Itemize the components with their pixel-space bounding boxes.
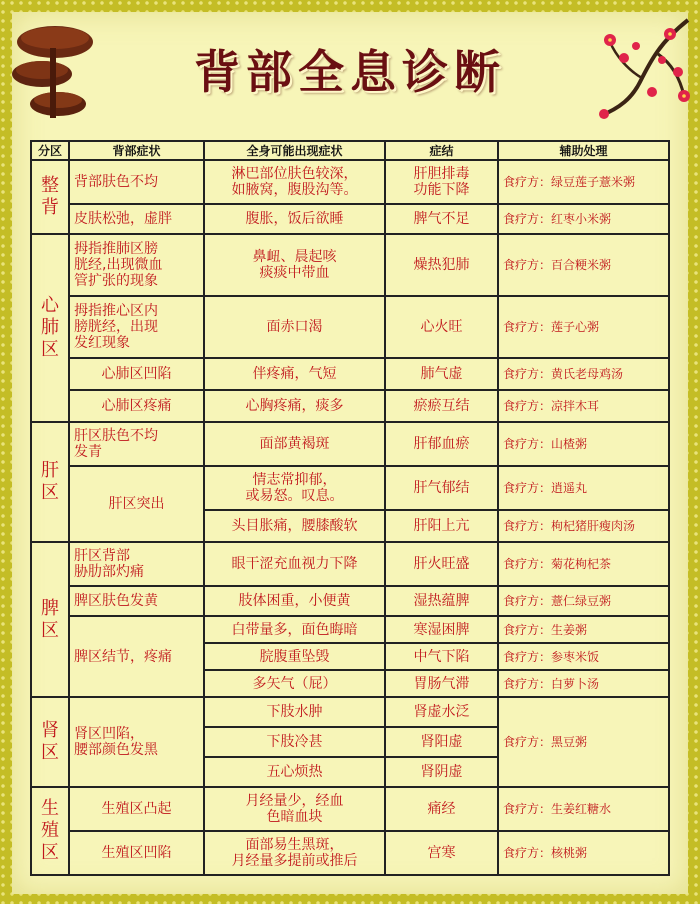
body-symptom-cell: 多矢气（屁） <box>204 670 385 697</box>
table-row <box>31 296 669 358</box>
zone-cell: 整 背 <box>31 160 69 234</box>
aux-cell: 食疗方：逍遥丸 <box>498 466 669 510</box>
table-row <box>31 466 669 510</box>
aux-cell: 食疗方：生姜红糖水 <box>498 787 669 831</box>
aux-cell: 食疗方：核桃粥 <box>498 831 669 875</box>
aux-cell: 食疗方：山楂粥 <box>498 422 669 466</box>
diagnosis-table <box>30 140 670 876</box>
body-symptom-cell: 下肢冷甚 <box>204 727 385 757</box>
body-symptom-cell: 月经量少，经血 色暗血块 <box>204 787 385 831</box>
aux-cell: 食疗方：枸杞猪肝瘦肉汤 <box>498 510 669 542</box>
cause-cell: 痛经 <box>385 787 498 831</box>
cause-cell: 肝火旺盛 <box>385 542 498 586</box>
aux-cell: 食疗方：生姜粥 <box>498 616 669 643</box>
table-row <box>31 542 669 586</box>
header-cause: 症结 <box>385 141 498 160</box>
body-symptom-cell: 白带量多，面色晦暗 <box>204 616 385 643</box>
aux-cell: 食疗方：百合粳米粥 <box>498 234 669 296</box>
table-row <box>31 390 669 422</box>
back-symptom-cell: 生殖区凸起 <box>69 787 204 831</box>
zone-cell: 脾 区 <box>31 542 69 697</box>
aux-cell: 食疗方：红枣小米粥 <box>498 204 669 234</box>
aux-cell: 食疗方：菊花枸杞茶 <box>498 542 669 586</box>
zone-cell: 肝 区 <box>31 422 69 542</box>
cause-cell: 寒湿困脾 <box>385 616 498 643</box>
body-symptom-cell: 面赤口渴 <box>204 296 385 358</box>
back-symptom-cell: 心肺区凹陷 <box>69 358 204 390</box>
table-header-row <box>31 141 669 160</box>
header-body-symptom: 全身可能出现症状 <box>204 141 385 160</box>
body-symptom-cell: 下肢水肿 <box>204 697 385 727</box>
body-symptom-cell: 眼干涩充血视力下降 <box>204 542 385 586</box>
back-symptom-cell: 生殖区凹陷 <box>69 831 204 875</box>
cause-cell: 瘀瘀互结 <box>385 390 498 422</box>
page-title: 背部全息诊断 <box>194 45 506 99</box>
aux-cell: 食疗方：薏仁绿豆粥 <box>498 586 669 616</box>
cause-cell: 肝阳上亢 <box>385 510 498 542</box>
table-row <box>31 831 669 875</box>
back-symptom-cell: 皮肤松弛，虚胖 <box>69 204 204 234</box>
zone-cell: 肾 区 <box>31 697 69 787</box>
cause-cell: 脾气不足 <box>385 204 498 234</box>
header-zone: 分区 <box>31 141 69 160</box>
cause-cell: 肾阴虚 <box>385 757 498 787</box>
table-row <box>31 697 669 727</box>
cause-cell: 胃肠气滞 <box>385 670 498 697</box>
back-symptom-cell: 肝区肤色不均 发青 <box>69 422 204 466</box>
back-symptom-cell: 脾区肤色发黄 <box>69 586 204 616</box>
zone-cell: 心 肺 区 <box>31 234 69 422</box>
cause-cell: 肝郁血瘀 <box>385 422 498 466</box>
table-row <box>31 234 669 296</box>
body-symptom-cell: 心胸疼痛，痰多 <box>204 390 385 422</box>
table-row <box>31 586 669 616</box>
back-symptom-cell: 脾区结节，疼痛 <box>69 616 204 697</box>
body-symptom-cell: 脘腹重坠毁 <box>204 643 385 670</box>
cause-cell: 心火旺 <box>385 296 498 358</box>
zone-cell: 生 殖 区 <box>31 787 69 875</box>
back-symptom-cell: 肾区凹陷， 腰部颜色发黑 <box>69 697 204 787</box>
body-symptom-cell: 伴疼痛，气短 <box>204 358 385 390</box>
aux-cell: 食疗方：凉拌木耳 <box>498 390 669 422</box>
body-symptom-cell: 面部黄褐斑 <box>204 422 385 466</box>
cause-cell: 肾虚水泛 <box>385 697 498 727</box>
back-symptom-cell: 肝区背部 胁肋部灼痛 <box>69 542 204 586</box>
table-row <box>31 160 669 204</box>
aux-cell: 食疗方：黑豆粥 <box>498 697 669 787</box>
table-row <box>31 204 669 234</box>
cause-cell: 湿热蕴脾 <box>385 586 498 616</box>
cause-cell: 肺气虚 <box>385 358 498 390</box>
table-row <box>31 422 669 466</box>
table-row <box>31 787 669 831</box>
aux-cell: 食疗方：绿豆莲子薏米粥 <box>498 160 669 204</box>
back-symptom-cell: 心肺区疼痛 <box>69 390 204 422</box>
header-back-symptom: 背部症状 <box>69 141 204 160</box>
body-symptom-cell: 肢体困重，小便黄 <box>204 586 385 616</box>
back-symptom-cell: 拇指推心区内 膀胱经，出现 发红现象 <box>69 296 204 358</box>
body-symptom-cell: 头目胀痛，腰膝酸软 <box>204 510 385 542</box>
body-symptom-cell: 腹胀，饭后欲睡 <box>204 204 385 234</box>
header-aux: 辅助处理 <box>498 141 669 160</box>
body-symptom-cell: 鼻衄、晨起咳 痰痰中带血 <box>204 234 385 296</box>
table-row <box>31 616 669 643</box>
cause-cell: 肾阳虚 <box>385 727 498 757</box>
back-symptom-cell: 拇指推肺区膀 胱经,出现微血 管扩张的现象 <box>69 234 204 296</box>
cause-cell: 肝气郁结 <box>385 466 498 510</box>
body-symptom-cell: 情志常抑郁， 或易怒。叹息。 <box>204 466 385 510</box>
aux-cell: 食疗方：白萝卜汤 <box>498 670 669 697</box>
back-symptom-cell: 肝区突出 <box>69 466 204 542</box>
aux-cell: 食疗方：黄氏老母鸡汤 <box>498 358 669 390</box>
aux-cell: 食疗方：莲子心粥 <box>498 296 669 358</box>
body-symptom-cell: 五心烦热 <box>204 757 385 787</box>
aux-cell: 食疗方：参枣米饭 <box>498 643 669 670</box>
cause-cell: 肝胆排毒 功能下降 <box>385 160 498 204</box>
cause-cell: 宫寒 <box>385 831 498 875</box>
cause-cell: 中气下陷 <box>385 643 498 670</box>
cause-cell: 燥热犯肺 <box>385 234 498 296</box>
body-symptom-cell: 淋巴部位肤色较深， 如腋窝，腹股沟等。 <box>204 160 385 204</box>
table-row <box>31 358 669 390</box>
back-symptom-cell: 背部肤色不均 <box>69 160 204 204</box>
body-symptom-cell: 面部易生黑斑， 月经量多提前或推后 <box>204 831 385 875</box>
